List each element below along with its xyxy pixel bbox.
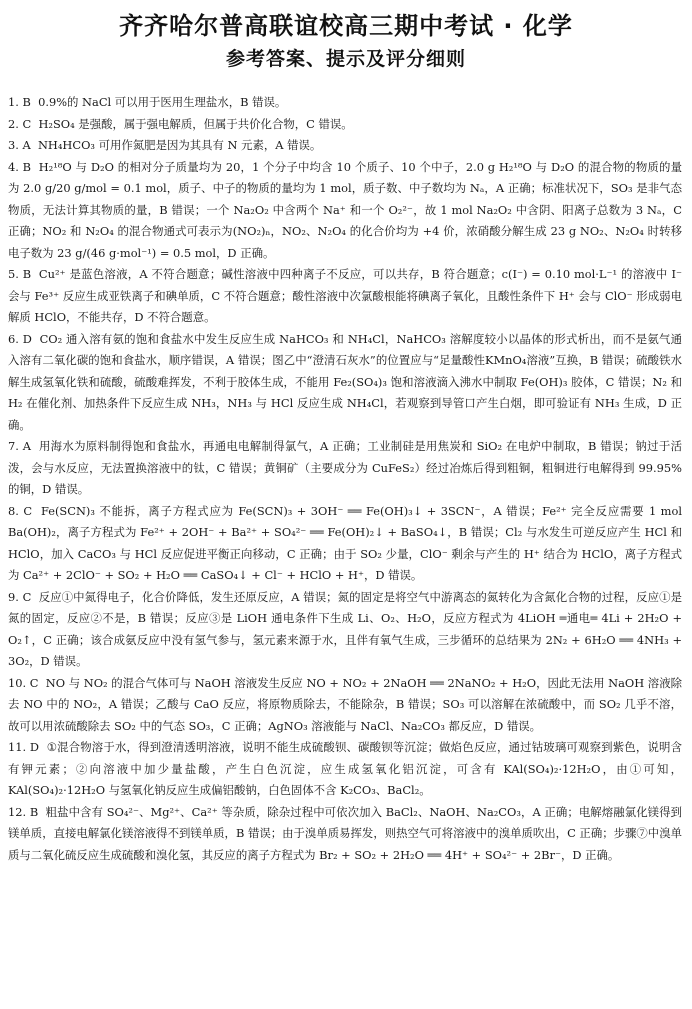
answer-item-5: [8, 264, 682, 329]
answer-number: 1. B: [8, 95, 31, 109]
answer-number: 6. D: [8, 331, 32, 346]
answer-number: 2. C: [8, 116, 32, 131]
answer-explanation: ①混合物溶于水，得到澄清透明溶液，说明不能生成硫酸钡、碳酸钡等沉淀；做焰色反应，通过钴玻璃可观察到紫色，说明含有钾元素；②向溶液中加少量盐酸，产生白色沉淀，应生成氢氧化铝沉淀，可含有 KAl(SO₄)₂·12H₂O，由①可知，KAl(SO₄)₂·12H₂O 与氢氧化钠反应生成偏铝酸钠，白色固体不含 K₂CO₃、BaCl₂。: [8, 740, 683, 797]
answer-number: 5. B: [8, 267, 32, 281]
answer-explanation: NO 与 NO₂ 的混合气体可与 NaOH 溶液发生反应 NO + NO₂ + 2NaOH ══ 2NaNO₂ + H₂O，因此无法用 NaOH 溶液除去 NO 中的 NO₂，A 错误；乙酸与 CaO 反应，将原物质除去，不能除杂，B 错误；SO₃ 可以溶解在浓硫酸中，而 SO₂ 几乎不溶，故可以用浓硫酸除去 SO₂ 中的气态 SO₃，C 正确；AgNO₃ 溶液能与 NaCl、Na₂CO₃ 都反应，D 错误。: [8, 675, 682, 733]
answer-explanation: H₂SO₄ 是强酸，属于强电解质，但属于共价化合物，C 错误。: [38, 116, 353, 131]
answer-item-4: [8, 157, 682, 265]
answer-number: 10. C: [8, 675, 39, 690]
answer-explanation: Fe(SCN)₃ 不能拆，离子方程式应为 Fe(SCN)₃ + 3OH⁻ ══ Fe(OH)₃↓ + 3SCN⁻，A 错误；Fe²⁺ 完全反应需要 1 mol Ba(OH)₂，离子方程式为 Fe²⁺ + 2OH⁻ + Ba²⁺ + SO₄²⁻ ══ Fe(OH)₂↓ + BaSO₄↓，B 错误；Cl₂ 与水发生可逆反应产生 HCl 和 HClO，加入 CaCO₃ 与 HCl 反应促进平衡正向移动，C 正确；由于 SO₂ 少量，ClO⁻ 剩余与产生的 H⁺ 结合为 HClO，离子方程式为 Ca²⁺ + 2ClO⁻ + SO₂ + H₂O ══ CaSO₄↓ + Cl⁻ + HClO + H⁺，D 错误。: [8, 503, 682, 582]
answer-item-12: [8, 802, 682, 867]
page-subtitle: 参考答案、提示及评分细则: [225, 48, 466, 70]
answer-number: 3. A: [8, 138, 31, 152]
answer-item-8: [8, 501, 682, 587]
answer-item-2: [8, 114, 682, 136]
answer-list: [8, 92, 682, 866]
answer-item-1: [8, 92, 682, 114]
page-title: 齐齐哈尔普高联谊校高三期中考试 · 化学: [119, 12, 573, 40]
answer-item-10: [8, 673, 682, 738]
answer-explanation: NH₄HCO₃ 可用作氮肥是因为其具有 N 元素，A 错误。: [37, 138, 322, 152]
answer-item-3: [8, 135, 682, 157]
answer-number: 11. D: [8, 740, 40, 754]
answer-number: 8. C: [8, 503, 33, 518]
answer-item-11: [8, 737, 682, 802]
answer-number: 7. A: [8, 439, 32, 453]
answer-explanation: 0.9%的 NaCl 可以用于医用生理盐水，B 错误。: [38, 95, 287, 109]
answer-item-7: [8, 436, 682, 501]
answer-explanation: 反应①中氮得电子，化合价降低，发生还原反应，A 错误；氮的固定是将空气中游离态的氮转化为含氮化合物的过程，反应①是氮的固定，反应②不是，B 错误；反应③是 LiOH 通电条件下生成 Li、O₂、H₂O，反应方程式为 4LiOH ═通电═ 4Li + 2H₂O + O₂↑，C 正确；该合成氨反应中没有氢气参与，氢元素来源于水，且伴有氧气生成，三步循环的总结果为 2N₂ + 6H₂O ══ 4NH₃ + 3O₂，D 错误。: [8, 589, 682, 668]
answer-explanation: H₂¹⁸O 与 D₂O 的相对分子质量均为 20，1 个分子中均含 10 个质子、10 个中子，2.0 g H₂¹⁸O 与 D₂O 的混合物的物质的量为 2.0 g/20 g/mol = 0.1 mol，质子、中子的物质的量均为 1 mol，质子数、中子数均为 Nₐ，A 正确；标准状况下，SO₃ 是非气态物质，无法计算其物质的量，B 错误；一个 Na₂O₂ 中含两个 Na⁺ 和一个 O₂²⁻，故 1 mol Na₂O₂ 中含阴、阳离子总数为 3 Nₐ，C 正确；NO₂ 和 N₂O₄ 的混合物通式可表示为(NO₂)ₙ，NO₂、N₂O₄ 的化合价均为 +4 价，浓硝酸分解生成 23 g NO₂、N₂O₄ 时转移电子数为 23 g/(46 g·mol⁻¹) = 0.5 mol，D 正确。: [8, 159, 682, 260]
answer-number: 12. B: [8, 804, 39, 819]
answer-number: 9. C: [8, 589, 32, 604]
answer-explanation: 用海水为原料制得饱和食盐水，再通电电解制得氯气，A 正确；工业制硅是用焦炭和 SiO₂ 在电炉中制取，B 错误；钠过于活泼，会与水反应，无法置换溶液中的钛，C 错误；黄铜矿（主要成分为 CuFeS₂）经过冶炼后得到粗铜，粗铜进行电解得到 99.95%的铜，D 错误。: [8, 439, 682, 496]
answer-number: 4. B: [8, 159, 32, 174]
answer-explanation: Cu²⁺ 是蓝色溶液，A 不符合题意；碱性溶液中四种离子不反应，可以共存，B 符合题意；c(I⁻) = 0.10 mol·L⁻¹ 的溶液中 I⁻ 会与 Fe³⁺ 反应生成亚铁离子和碘单质，C 不符合题意；酸性溶液中次氯酸根能将碘离子氧化，且酸性条件下 H⁺ 会与 ClO⁻ 形成弱电解质 HClO，不能共存，D 不符合题意。: [8, 267, 682, 324]
answer-explanation: 粗盐中含有 SO₄²⁻、Mg²⁺、Ca²⁺ 等杂质，除杂过程中可依次加入 BaCl₂、NaOH、Na₂CO₃，A 正确；电解熔融氯化镁得到镁单质，直接电解氯化镁溶液得不到镁单质，B 错误；由于溴单质易挥发，则热空气可将溶液中的溴单质吹出，C 正确；步骤⑦中溴单质与二氧化硫反应生成硫酸和溴化氢，其反应的离子方程式为 Br₂ + SO₂ + 2H₂O ══ 4H⁺ + SO₄²⁻ + 2Br⁻，D 正确。: [8, 804, 683, 862]
answer-item-9: [8, 587, 682, 673]
answer-item-6: [8, 329, 682, 437]
answer-explanation: CO₂ 通入溶有氨的饱和食盐水中发生反应生成 NaHCO₃ 和 NH₄Cl，NaHCO₃ 溶解度较小以晶体的形式析出，而不是氨气通入溶有二氧化碳的饱和食盐水，顺序错误，A 错误；图乙中“澄清石灰水”的位置应与“足量酸性KMnO₄溶液”互换，B 错误；硫酸铁水解生成氢氧化铁和硫酸，硫酸难挥发，不利于胶体生成，不能用 Fe₂(SO₄)₃ 饱和溶液滴入沸水中制取 Fe(OH)₃ 胶体，C 错误；N₂ 和 H₂ 在催化剂、加热条件下反应生成 NH₃，NH₃ 与 HCl 反应生成 NH₄Cl，若观察到导管口产生白烟，即可验证有 NH₃ 生成，D 正确。: [8, 331, 682, 432]
